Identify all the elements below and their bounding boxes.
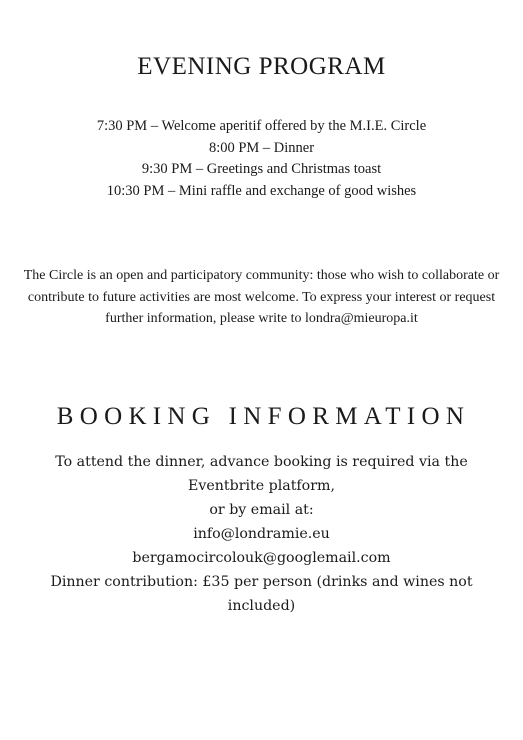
booking-email-primary: info@londramie.eu	[193, 526, 330, 542]
dinner-contribution: Dinner contribution: £35 per person (drinks and wines not included)	[50, 574, 473, 614]
schedule-item: 8:00 PM – Dinner	[208, 139, 315, 156]
schedule-item: 9:30 PM – Greetings and Christmas toast	[141, 161, 382, 177]
booking-requirement: To attend the dinner, advance booking is required via the Eventbrite platform,	[55, 454, 468, 494]
circle-description: The Circle is an open and participatory community: those who wish to collaborate or contribute to future activities are most welcome. To express your interest or request further information, please write to londra@mieuropa.it	[23, 268, 500, 326]
schedule-item: 7:30 PM – Welcome aperitif offered by the M.I.E. Circle	[96, 118, 427, 134]
booking-details	[20, 450, 503, 618]
schedule-item: 10:30 PM – Mini raffle and exchange of good wishes	[106, 182, 417, 199]
evening-program-title: EVENING PROGRAM	[137, 53, 386, 80]
booking-email-secondary: bergamocircolouk@googlemail.com	[132, 550, 391, 566]
booking-email-intro: or by email at:	[209, 502, 314, 518]
booking-information-title: BOOKING INFORMATION	[56, 403, 471, 430]
program-schedule	[0, 116, 523, 202]
